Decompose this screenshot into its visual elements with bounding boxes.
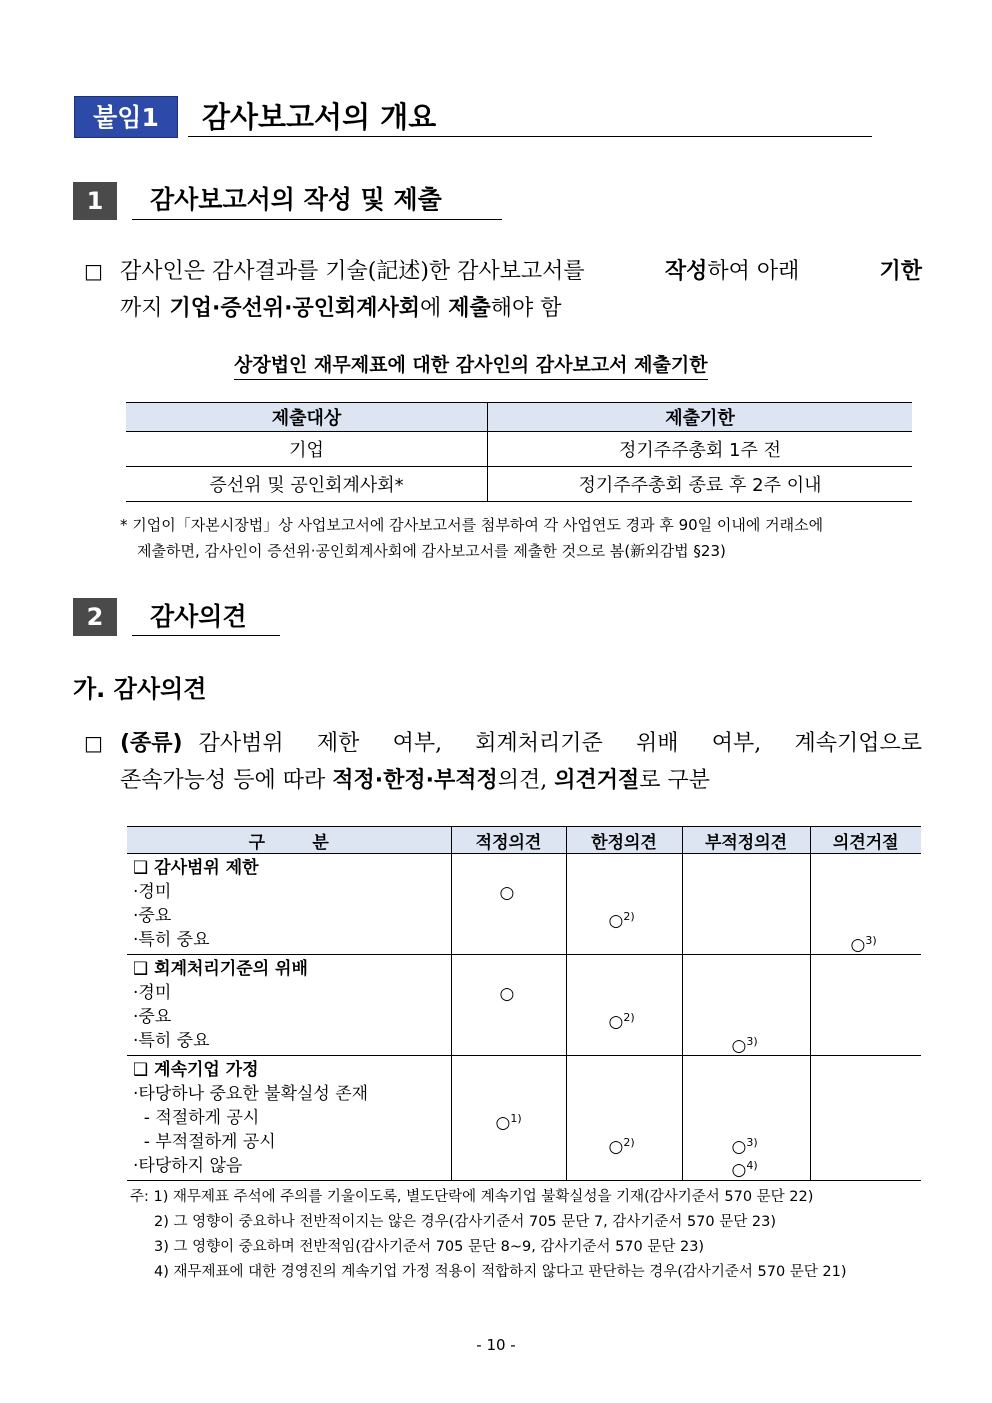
table-header: 적정의견 xyxy=(451,827,566,854)
opinion-mark: ○$^{1)}$ xyxy=(495,1112,522,1133)
para-text: 하여 아래 xyxy=(707,259,800,284)
table-header: 구 분 xyxy=(127,827,451,854)
table-row xyxy=(126,432,912,467)
table-row xyxy=(127,955,921,1056)
table-header: 제출대상 xyxy=(126,403,488,432)
opinion-mark: ○$^{2)}$ xyxy=(608,1136,635,1157)
section-1-underline xyxy=(132,219,502,220)
appendix-underline xyxy=(188,136,872,137)
para-text: 에 xyxy=(420,296,442,321)
para-text: 로 구분 xyxy=(639,768,711,793)
opinion-mark: ○$^{3)}$ xyxy=(731,1035,758,1056)
para-bold: (종류) xyxy=(120,731,183,756)
section-2-number: 2 xyxy=(73,598,117,636)
section-2-paragraph xyxy=(84,725,922,799)
footnote: 주: 1) 재무제표 주석에 주의를 기울이도록, 별도단락에 계속기업 불확실성을 기재(감사기준서 570 문단 22) xyxy=(130,1189,814,1205)
para-bold: 기업·증선위·공인회계사회 xyxy=(169,296,421,321)
footnote: 2) 그 영향이 중요하나 전반적이지는 않은 경우(감사기준서 705 문단 7, 감사기준서 570 문단 23) xyxy=(154,1214,776,1230)
opinion-mark: ○$^{3)}$ xyxy=(731,1136,758,1157)
footnote: 3) 그 영향이 중요하며 전반적임(감사기준서 705 문단 8~9, 감사기준서 570 문단 23) xyxy=(154,1239,705,1255)
para-text: 존속가능성 등에 따라 xyxy=(120,768,326,793)
opinion-mark: ○ xyxy=(499,883,515,903)
para-bold: 의견거절 xyxy=(554,768,640,793)
opinion-mark: ○$^{2)}$ xyxy=(608,910,635,931)
table-header: 부적정의견 xyxy=(682,827,810,854)
page-number: - 10 - xyxy=(476,1336,516,1354)
table-cell: 기업 xyxy=(126,432,488,467)
appendix-badge: 붙임1 xyxy=(74,96,178,138)
appendix-title: 감사보고서의 개요 xyxy=(202,100,437,134)
table-row xyxy=(127,854,921,955)
para-text: 감사인은 감사결과를 기술(記述)한 감사보고서를 xyxy=(120,259,585,284)
group-item: ·중요 xyxy=(133,1007,172,1027)
group-item: ·중요 xyxy=(133,906,172,926)
table-caption: 상장법인 재무제표에 대한 감사인의 감사보고서 제출기한 xyxy=(234,352,708,380)
note-line: * 기업이「자본시장법」상 사업보고서에 감사보고서를 첨부하여 각 사업연도 경과 후 90일 이내에 거래소에 xyxy=(120,516,824,534)
para-text: 의견, xyxy=(497,768,548,793)
para-text: 까지 xyxy=(120,296,163,321)
para-bold: 기한 xyxy=(879,259,922,284)
para-bold: 적정·한정·부적정 xyxy=(332,768,498,793)
group-item: - 적절하게 공시 xyxy=(133,1108,260,1128)
deadline-table xyxy=(126,402,912,502)
table-cell: 정기주주총회 1주 전 xyxy=(488,432,913,467)
para-text: 해야 함 xyxy=(490,296,562,321)
group-item: ·경미 xyxy=(133,983,172,1003)
para-bold: 제출 xyxy=(448,296,491,321)
table-header: 제출기한 xyxy=(488,403,913,432)
opinion-mark: ○$^{3)}$ xyxy=(850,934,877,955)
group-item: ·특히 중요 xyxy=(133,930,210,950)
group-item: ·타당하나 중요한 불확실성 존재 xyxy=(133,1084,369,1104)
group-item: ·경미 xyxy=(133,882,172,902)
table-cell: 증선위 및 공인회계사회* xyxy=(126,467,488,502)
opinion-mark: ○$^{2)}$ xyxy=(608,1011,635,1032)
table-row xyxy=(127,1056,921,1181)
group-title: ❑ 계속기업 가정 xyxy=(133,1060,259,1080)
group-item: - 부적절하게 공시 xyxy=(133,1132,276,1152)
group-item: ·타당하지 않음 xyxy=(133,1156,243,1176)
footnote: 4) 재무제표에 대한 경영진의 계속기업 가정 적용이 적합하지 않다고 판단하는 경우(감사기준서 570 문단 21) xyxy=(154,1264,847,1280)
para-text: 감사범위 제한 여부, 회계처리기준 위배 여부, 계속기업으로 xyxy=(198,731,922,756)
subsection-title: 가. 감사의견 xyxy=(73,675,207,703)
checkbox-bullet: □ xyxy=(84,259,103,283)
section-1-title: 감사보고서의 작성 및 제출 xyxy=(150,185,442,214)
note-line: 제출하면, 감사인이 증선위·공인회계사회에 감사보고서를 제출한 것으로 봄(新외감법 §23) xyxy=(137,542,726,560)
opinion-mark: ○$^{4)}$ xyxy=(731,1159,758,1180)
table-header: 한정의견 xyxy=(566,827,682,854)
table-row xyxy=(126,467,912,502)
opinion-mark: ○ xyxy=(499,984,515,1004)
group-title: ❑ 회계처리기준의 위배 xyxy=(133,959,308,979)
section-2-underline xyxy=(132,635,280,636)
opinion-table xyxy=(127,826,921,1181)
group-item: ·특히 중요 xyxy=(133,1031,210,1051)
group-title: ❑ 감사범위 제한 xyxy=(133,858,259,878)
section-2-title: 감사의견 xyxy=(150,602,247,631)
table-header: 의견거절 xyxy=(810,827,921,854)
section-1-number: 1 xyxy=(73,182,117,220)
table-cell: 정기주주총회 종료 후 2주 이내 xyxy=(488,467,913,502)
para-bold: 작성 xyxy=(664,259,708,284)
section-1-paragraph xyxy=(84,253,922,327)
checkbox-bullet: □ xyxy=(84,731,103,755)
